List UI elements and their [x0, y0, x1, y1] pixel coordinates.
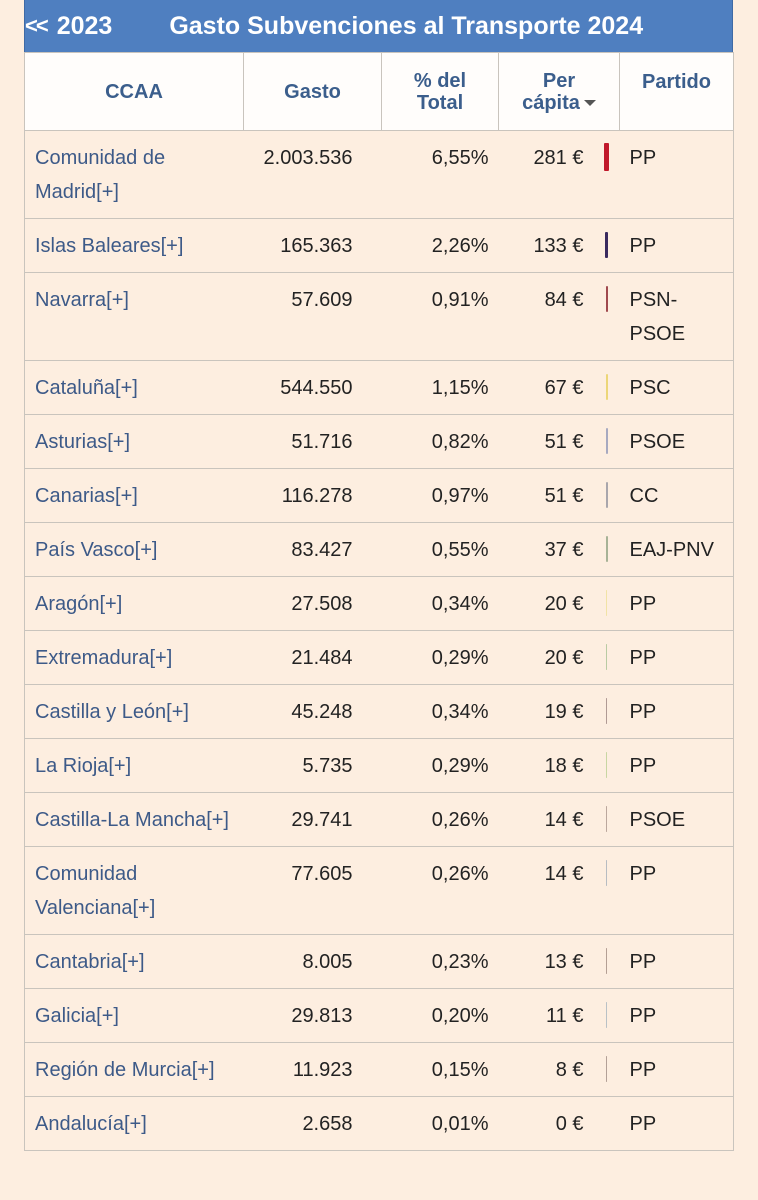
column-header-pct-total[interactable]	[382, 53, 499, 131]
sort-desc-icon	[584, 100, 596, 106]
cell-partido: EAJ-PNV	[620, 523, 734, 577]
per-capita-value: 14 €	[544, 809, 584, 831]
per-capita-bar	[606, 286, 608, 312]
cell-partido: PP	[620, 739, 734, 793]
cell-partido: PP	[620, 577, 734, 631]
per-capita-bar	[606, 860, 607, 886]
table-row	[25, 361, 734, 415]
table-header-row	[25, 53, 734, 131]
ccaa-link[interactable]: Cantabria[+]	[35, 951, 145, 973]
cell-ccaa	[25, 577, 244, 631]
cell-pct-total: 0,55%	[382, 523, 499, 577]
ccaa-link[interactable]: Navarra[+]	[35, 289, 129, 311]
cell-partido: PP	[620, 1043, 734, 1097]
cell-partido: PP	[620, 219, 734, 273]
cell-pct-total: 6,55%	[382, 131, 499, 219]
ccaa-link[interactable]: Castilla y León[+]	[35, 701, 189, 723]
cell-per-capita	[499, 793, 620, 847]
cell-ccaa	[25, 739, 244, 793]
cell-pct-total: 0,91%	[382, 273, 499, 361]
ccaa-link[interactable]: Islas Baleares[+]	[35, 235, 184, 257]
cell-pct-total: 0,29%	[382, 631, 499, 685]
per-capita-value: 84 €	[544, 289, 584, 311]
cell-partido: PP	[620, 685, 734, 739]
table-row	[25, 219, 734, 273]
per-capita-bar	[606, 698, 607, 724]
table-row	[25, 935, 734, 989]
cell-ccaa	[25, 523, 244, 577]
per-capita-value: 0 €	[555, 1113, 584, 1135]
per-capita-value: 14 €	[544, 863, 584, 885]
per-capita-value: 20 €	[544, 647, 584, 669]
column-header-label: Total	[416, 91, 464, 114]
cell-ccaa	[25, 989, 244, 1043]
column-header-label: Partido	[642, 71, 711, 93]
column-header-label: % del	[413, 69, 467, 92]
cell-per-capita	[499, 847, 620, 935]
per-capita-value: 20 €	[544, 593, 584, 615]
ccaa-link[interactable]: Cataluña[+]	[35, 377, 138, 399]
cell-partido: PP	[620, 131, 734, 219]
per-capita-bar	[606, 1056, 607, 1082]
table-title: Gasto Subvenciones al Transporte 2024	[169, 11, 644, 40]
per-capita-bar	[606, 752, 607, 778]
table-row	[25, 1043, 734, 1097]
cell-ccaa	[25, 273, 244, 361]
cell-pct-total: 0,29%	[382, 739, 499, 793]
cell-partido: PP	[620, 847, 734, 935]
per-capita-bar	[606, 536, 608, 562]
cell-ccaa	[25, 1043, 244, 1097]
cell-gasto: 2.658	[244, 1097, 382, 1151]
per-capita-value: 37 €	[544, 539, 584, 561]
cell-pct-total: 1,15%	[382, 361, 499, 415]
per-capita-value: 281 €	[533, 147, 584, 169]
cell-per-capita	[499, 361, 620, 415]
column-header-per-capita[interactable]	[499, 53, 620, 131]
per-capita-bar	[606, 428, 608, 454]
cell-per-capita	[499, 935, 620, 989]
table-row	[25, 989, 734, 1043]
subsidy-table	[24, 52, 734, 1151]
cell-partido: PP	[620, 631, 734, 685]
cell-gasto: 45.248	[244, 685, 382, 739]
per-capita-value: 11 €	[546, 1005, 584, 1027]
cell-gasto: 83.427	[244, 523, 382, 577]
cell-per-capita	[499, 273, 620, 361]
cell-pct-total: 0,34%	[382, 577, 499, 631]
column-header-label: cápita	[522, 91, 580, 114]
table-row	[25, 685, 734, 739]
per-capita-bar	[606, 590, 607, 616]
cell-gasto: 29.741	[244, 793, 382, 847]
per-capita-value: 19 €	[544, 701, 584, 723]
per-capita-value: 8 €	[555, 1059, 584, 1081]
cell-partido: PP	[620, 989, 734, 1043]
cell-per-capita	[499, 631, 620, 685]
column-header-label: Gasto	[284, 80, 341, 103]
cell-ccaa	[25, 415, 244, 469]
ccaa-link[interactable]: Galicia[+]	[35, 1005, 119, 1027]
table-row	[25, 631, 734, 685]
column-header-label: Per	[542, 69, 576, 92]
per-capita-value: 51 €	[544, 431, 584, 453]
cell-per-capita	[499, 219, 620, 273]
column-header-ccaa[interactable]	[25, 53, 244, 131]
table-row	[25, 415, 734, 469]
per-capita-value: 51 €	[544, 485, 584, 507]
cell-gasto: 57.609	[244, 273, 382, 361]
per-capita-value: 13 €	[544, 951, 584, 973]
per-capita-bar	[606, 948, 607, 974]
cell-gasto: 77.605	[244, 847, 382, 935]
table-row	[25, 577, 734, 631]
cell-partido: PP	[620, 935, 734, 989]
ccaa-link[interactable]: Canarias[+]	[35, 485, 138, 507]
ccaa-link[interactable]: Asturias[+]	[35, 431, 131, 453]
cell-partido: PSC	[620, 361, 734, 415]
cell-ccaa	[25, 361, 244, 415]
table-row	[25, 739, 734, 793]
cell-pct-total: 0,26%	[382, 847, 499, 935]
table-row	[25, 523, 734, 577]
ccaa-link[interactable]: Extremadura[+]	[35, 647, 173, 669]
cell-per-capita	[499, 131, 620, 219]
title-bar	[24, 0, 733, 52]
cell-ccaa	[25, 1097, 244, 1151]
per-capita-bar	[606, 482, 608, 508]
cell-ccaa	[25, 219, 244, 273]
cell-ccaa	[25, 131, 244, 219]
cell-gasto: 21.484	[244, 631, 382, 685]
per-capita-bar	[606, 806, 607, 832]
per-capita-bar	[606, 644, 607, 670]
cell-gasto: 116.278	[244, 469, 382, 523]
per-capita-bar	[606, 374, 608, 400]
cell-ccaa	[25, 847, 244, 935]
cell-ccaa	[25, 793, 244, 847]
cell-pct-total: 0,26%	[382, 793, 499, 847]
ccaa-link[interactable]: País Vasco[+]	[35, 539, 158, 561]
per-capita-bar	[606, 1002, 607, 1028]
column-header-partido[interactable]	[620, 53, 734, 131]
column-header-gasto[interactable]	[244, 53, 382, 131]
cell-partido: CC	[620, 469, 734, 523]
cell-partido: PSOE	[620, 793, 734, 847]
cell-pct-total: 0,82%	[382, 415, 499, 469]
cell-per-capita	[499, 685, 620, 739]
table-row	[25, 469, 734, 523]
cell-per-capita	[499, 415, 620, 469]
cell-pct-total: 0,23%	[382, 935, 499, 989]
cell-gasto: 11.923	[244, 1043, 382, 1097]
ccaa-link[interactable]: Castilla-La Mancha[+]	[35, 809, 229, 831]
cell-partido: PP	[620, 1097, 734, 1151]
cell-pct-total: 0,20%	[382, 989, 499, 1043]
cell-pct-total: 2,26%	[382, 219, 499, 273]
cell-gasto: 2.003.536	[244, 131, 382, 219]
ccaa-link[interactable]: Comunidad Valenciana[+]	[35, 863, 156, 919]
table-row	[25, 1097, 734, 1151]
ccaa-link[interactable]: La Rioja[+]	[35, 755, 132, 777]
cell-ccaa	[25, 685, 244, 739]
cell-per-capita	[499, 739, 620, 793]
cell-gasto: 51.716	[244, 415, 382, 469]
previous-year-link[interactable]	[25, 12, 112, 41]
ccaa-link[interactable]: Comunidad de Madrid[+]	[35, 147, 166, 203]
table-body	[25, 131, 734, 1151]
cell-partido: PSOE	[620, 415, 734, 469]
cell-ccaa	[25, 935, 244, 989]
cell-gasto: 5.735	[244, 739, 382, 793]
per-capita-bar	[605, 232, 608, 258]
cell-pct-total: 0,97%	[382, 469, 499, 523]
cell-pct-total: 0,01%	[382, 1097, 499, 1151]
per-capita-bar	[604, 143, 609, 171]
cell-gasto: 27.508	[244, 577, 382, 631]
cell-gasto: 8.005	[244, 935, 382, 989]
cell-per-capita	[499, 523, 620, 577]
table-row	[25, 793, 734, 847]
cell-per-capita	[499, 469, 620, 523]
previous-year-label: 2023	[56, 11, 113, 40]
cell-pct-total: 0,15%	[382, 1043, 499, 1097]
cell-pct-total: 0,34%	[382, 685, 499, 739]
cell-per-capita	[499, 1097, 620, 1151]
per-capita-value: 133 €	[533, 235, 584, 257]
table-row	[25, 273, 734, 361]
double-chevron-left-icon: <<	[25, 13, 47, 38]
column-header-label: CCAA	[105, 80, 163, 103]
table-row	[25, 131, 734, 219]
cell-partido: PSN-PSOE	[620, 273, 734, 361]
table-row	[25, 847, 734, 935]
transport-subsidy-widget	[24, 0, 733, 1151]
cell-gasto: 29.813	[244, 989, 382, 1043]
ccaa-link[interactable]: Andalucía[+]	[35, 1113, 147, 1135]
cell-gasto: 165.363	[244, 219, 382, 273]
ccaa-link[interactable]: Región de Murcia[+]	[35, 1059, 215, 1081]
cell-per-capita	[499, 577, 620, 631]
cell-per-capita	[499, 989, 620, 1043]
cell-ccaa	[25, 631, 244, 685]
per-capita-value: 18 €	[544, 755, 584, 777]
cell-gasto: 544.550	[244, 361, 382, 415]
cell-per-capita	[499, 1043, 620, 1097]
ccaa-link[interactable]: Aragón[+]	[35, 593, 123, 615]
cell-ccaa	[25, 469, 244, 523]
per-capita-value: 67 €	[544, 377, 584, 399]
